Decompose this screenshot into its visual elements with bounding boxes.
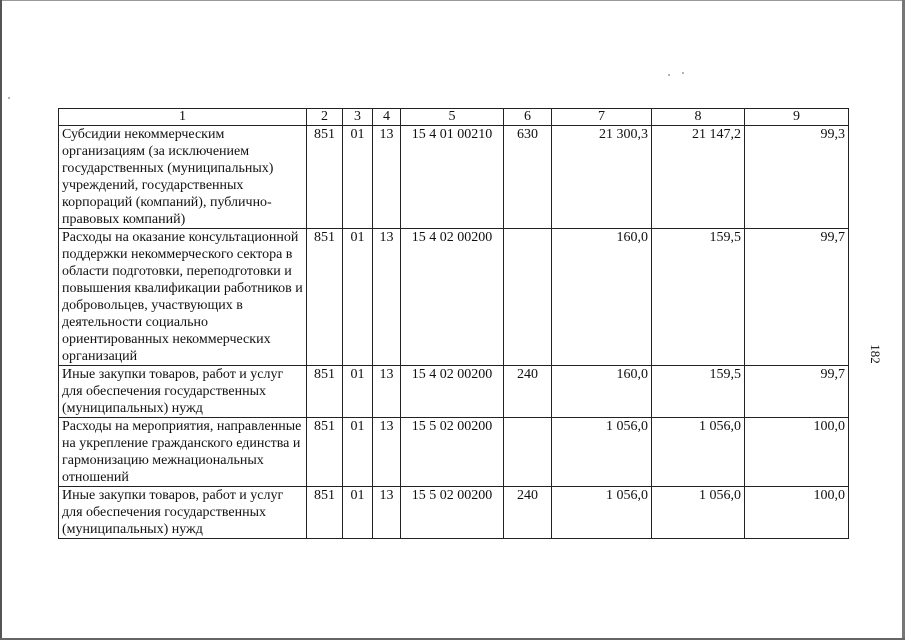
execution-percent: 99,7: [745, 229, 849, 366]
ministry-code: 851: [307, 126, 343, 229]
subsection-code: 13: [373, 126, 401, 229]
section-code: 01: [343, 487, 373, 539]
executed-amount: 1 056,0: [652, 487, 745, 539]
section-code: 01: [343, 229, 373, 366]
scan-speck: [668, 74, 670, 76]
header-row: [59, 109, 849, 126]
planned-amount: 21 300,3: [552, 126, 652, 229]
ministry-code: 851: [307, 418, 343, 487]
target-article-code: 15 5 02 00200: [401, 487, 504, 539]
planned-amount: 1 056,0: [552, 487, 652, 539]
page-top-edge: [0, 0, 905, 1]
table-row: [59, 126, 849, 229]
ministry-code: 851: [307, 366, 343, 418]
section-code: 01: [343, 366, 373, 418]
executed-amount: 159,5: [652, 229, 745, 366]
table-row: [59, 229, 849, 366]
planned-amount: 160,0: [552, 229, 652, 366]
planned-amount: 1 056,0: [552, 418, 652, 487]
column-header-1: 1: [59, 109, 307, 126]
subsection-code: 13: [373, 487, 401, 539]
executed-amount: 21 147,2: [652, 126, 745, 229]
expense-name: Расходы на оказание консультационной поддержки некоммерческого сектора в области подготовки, переподготовки и повышения квалификации работников и добровольцев, участвующих в деятельности социально ориентированных некоммерческих организаций: [59, 229, 307, 366]
table-row: [59, 487, 849, 539]
expense-name: Субсидии некоммерческим организациям (за исключением государственных (муниципальных) учреждений, государственных корпораций (компаний), публично-правовых компаний): [59, 126, 307, 229]
budget-table: [58, 108, 849, 539]
planned-amount: 160,0: [552, 366, 652, 418]
expense-type-code: 240: [504, 487, 552, 539]
target-article-code: 15 5 02 00200: [401, 418, 504, 487]
column-header-4: 4: [373, 109, 401, 126]
column-header-7: 7: [552, 109, 652, 126]
expense-name: Иные закупки товаров, работ и услуг для обеспечения государственных (муниципальных) нужд: [59, 366, 307, 418]
column-header-9: 9: [745, 109, 849, 126]
section-code: 01: [343, 126, 373, 229]
subsection-code: 13: [373, 418, 401, 487]
executed-amount: 1 056,0: [652, 418, 745, 487]
target-article-code: 15 4 02 00200: [401, 229, 504, 366]
subsection-code: 13: [373, 229, 401, 366]
subsection-code: 13: [373, 366, 401, 418]
target-article-code: 15 4 01 00210: [401, 126, 504, 229]
execution-percent: 100,0: [745, 418, 849, 487]
expense-type-code: [504, 229, 552, 366]
page-left-edge: [0, 0, 2, 640]
expense-type-code: 630: [504, 126, 552, 229]
table-row: [59, 418, 849, 487]
execution-percent: 100,0: [745, 487, 849, 539]
column-header-8: 8: [652, 109, 745, 126]
column-header-6: 6: [504, 109, 552, 126]
executed-amount: 159,5: [652, 366, 745, 418]
column-header-5: 5: [401, 109, 504, 126]
scan-speck: [8, 97, 10, 99]
column-header-2: 2: [307, 109, 343, 126]
expense-name: Расходы на мероприятия, направленные на укрепление гражданского единства и гармонизацию межнациональных отношений: [59, 418, 307, 487]
scan-speck: [682, 72, 684, 74]
column-header-3: 3: [343, 109, 373, 126]
expense-type-code: 240: [504, 366, 552, 418]
target-article-code: 15 4 02 00200: [401, 366, 504, 418]
ministry-code: 851: [307, 229, 343, 366]
execution-percent: 99,7: [745, 366, 849, 418]
section-code: 01: [343, 418, 373, 487]
ministry-code: 851: [307, 487, 343, 539]
expense-name: Иные закупки товаров, работ и услуг для обеспечения государственных (муниципальных) нужд: [59, 487, 307, 539]
execution-percent: 99,3: [745, 126, 849, 229]
expense-type-code: [504, 418, 552, 487]
page-number: 182: [868, 344, 883, 364]
table-row: [59, 366, 849, 418]
